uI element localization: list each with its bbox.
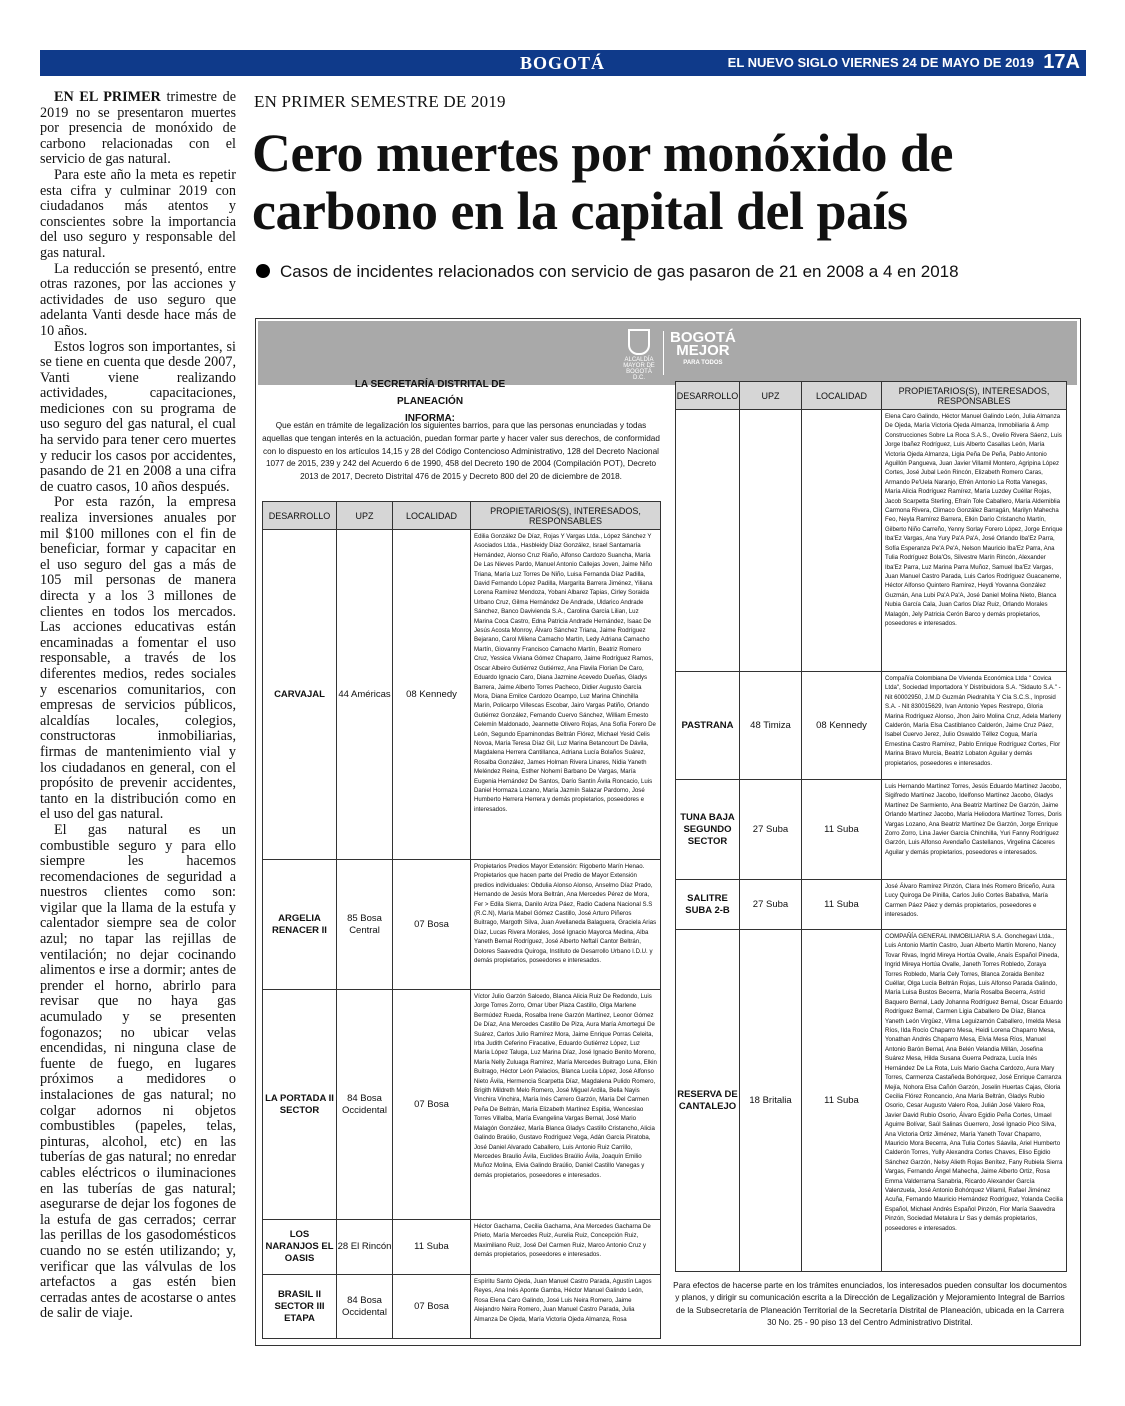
- paragraph: La reducción se presentó, entre otras razones, por las acciones y actividades de uso seguro que adelanta Vanti desde hace más de 10 años.: [40, 260, 236, 339]
- column-header-propietarios: PROPIETARIOS(S), INTERESADOS, RESPONSABLES: [882, 382, 1067, 410]
- table-row: PASTRANA 48 Timiza 08 Kennedy Compañía Colombiana De Vivienda Económica Ltda " Covica Ltda", Sociedad Importadora Y Distribuidora S.A. "Sidauto S.A." - Nit 60002950, J.M.D Guzmán Piedrahíta Y Cía S.C.S., Inprosid S.A. - Nit 830015629, Ivan Antonio Yepes Restrepo, Gloria Marina Rodríguez Alonso, Jhon Jairo Molina Cruz, Adela Marleny Calderón, María Elsa Castiblanco Calderón, Jaime Cruz Páez, Isabel Cuervo Jerez, Julio Oswaldo Téllez Cogua, María Ernestina Castro Ramírez, Pablo Enrique Rodríguez Cortes, Flor Marina Bravo Murcia, Beatriz Lobaton Aguilar y demás propietarios, poseedores e interesados.: [676, 672, 1067, 780]
- table-row: RESERVA DE CANTALEJO 18 Britalia 11 Suba COMPAÑÍA GENERAL INMOBILIARIA S.A. Gonchegavi Ltda., Luis Antonio Martín Castro, Juan Alberto Martín Moreno, Nancy Tovar Rivas, Ingrid Mireya Hortúa Ovalle, Anaís Español Pineda, Ingrid Mireya Hortúa Ovalle, Janeth Torres Robledo, Zoraya Torres Robledo, María Cely Torres, Blanca Zoraida Benítez Cuéllar, Olga Lucía Beltrán Rojas, Luis Alfonso Parada Galindo, María Luisa Bustos Becerra, María Rosalba Becerra, Astrid Baquero Bernal, Lady Johanna Rodríguez Bernal, Oscar Eduardo Rodríguez Bernal, Carmen Ligia Caballero De Díaz, Blanca Yaneth León Virgüez, Vilma Leguizamón Caballero, Imelda Mesa Ríos, Ilda Rocío Chaparro Mesa, Heidi Lorena Chaparro Mesa, Yonathan Andrés Chaparro Mesa, Elvia Mesa Ríos, Manuel Antonio Barón Bernal, Ana Belén Velandia Millán, Josefina Suárez Mesa, Hilda Susana Guerra Pedraza, Lucía Inés Hernández De La Rota, Luis Mario Gacha Cardozo, Aura Mary Torres, Carmenza Castañeda Bohórquez, José Enrique Carranza Mejía, Nohora Elsa Cañón Garzón, Joselin Huertas Cajas, Gloria Cecilia Flórez Roncancio, Ana María Beltrán, Gladys Rubio Osorio, Cesar Augusto Valero Roa, Julián José Valero Roa, Javier David Rubio Osorio, Álvaro Egidio Peña Cortes, Umael Aguirre Bolívar, Saúl Salinas Guerrero, José Ignacio Pico Silva, Ana Victoria Ortiz Jiménez, María Yaneth Tovar Chaparro, Mauricio Mora Becerra, Ana Tulia Cortes Sáavila, Ariel Humberto Calderón Torres, Yully Alexandra Cortes Chaves, Eliso Egidio Sánchez Garzón, Nelsy Alieth Rojas Benítez, Fany Rubiela Sierra Vargas, Fernando Ángel Mahecha, Jaime Alberto Ortiz, Rosa Emma Valderrama Sanabria, Ricardo Alexander García Valenzuela, José Antonio Bohórquez Villamil, Rafael Jiménez Acuña, Fernando Mauricio Hernández Rodríguez, Yolanda Cecilia Español, Michael Andrés Español Pinzón, Flor María Saavedra Pinzón, Sociedad Metalura Lr Sas y demás propietarios, poseedores e interesados.: [676, 930, 1067, 1272]
- column-header-upz: UPZ: [740, 382, 802, 410]
- column-header-desarrollo: DESARROLLO: [263, 502, 337, 530]
- table-row: CARVAJAL 44 Américas 08 Kennedy Edilia González De Díaz, Rojas Y Vargas Ltda., López Sánchez Y Asociados Ltda., Hasbleidy Díaz González, Israel Santamaría Hernández, Alonso Cruz Riaño, Alfonso Cardozo Suancha, María De Las Nieves Pardo, Manuel Antonio Callejas Joven, Jaime Niño Triana, María Luz Torres De Niño, Luisa Fernanda Díaz Padilla, David Fernando López Padilla, Margarita Barrera Jiménez, Yiliana Lorena Ramírez Mendoza, Yobani Albarez Tapias, Cirley Soraida Urbano Cruz, Gilma Hernández De Andrade, Uldarico Andrade Sánchez, Banco Davivienda S.A., Carolina García Lilian, Luz Marina Coca Castro, Edna Patricia Andrade Hernández, Isaac De Jesús Acosta Monroy, Álvaro Sánchez Triana, Jaime Rodríguez Bejarano, Carol Milena Camacho Martín, Ledy Adriana Camacho Martín, Giovanny Francisco Camacho Martín, Beatriz Romero Cruz, Yessica Viviana Gómez Chaparro, Jaime Rodríguez Ramos, Oscar Albeiro Gutiérrez Gutiérrez, Ana Flavila Florian De Caro, Eduardo Ignacio Caro, Diana Jazmine Acevedo Dueñas, Gladys Barrera, Jaime Alberto Torres Pacheco, Didier Augusto García Mora, Diana Emilce Cardozo Ocampo, Luz Marina Chinchilla Marín, Policarpo Villescas Escobar, Jairo Vargas Patiño, Orlando Gutiérrez González, Fernando Cuervo Sánchez, William Ernesto Celemín Maldonado, Jeannette Olivero Rojas, Ana Sofía Forero De León, Segundo Epaminondas Beltrán Flórez, Michael Yesid Celis Novoa, María Teresa Díaz Gil, Luz Marina Betancourt De Dávila, Magdalena Herrera Cantillanca, Adriana Lucía Bolaños Suárez, Rosalba González, James Holman Rivera Linares, Nidia Yaneth Meléndez Reina, Esther Nohemí Barbano De Vargas, María Eugenia Hernández De Santos, Darío Santín Ávila Roncacio, Luis Daniel Hormaza Lozano, María Jazmín Salazar Pardomo, José Humberto Herrera Herrera y demás propietarios, poseedores e interesados.: [263, 530, 661, 860]
- section-label: BOGOTÁ: [520, 53, 606, 73]
- column-header-localidad: LOCALIDAD: [802, 382, 882, 410]
- legalization-table-left: [262, 501, 661, 1339]
- bullet-icon: [256, 264, 270, 278]
- subheadline: Casos de incidentes relacionados con servicio de gas pasaron de 21 en 2008 a 4 en 2018: [256, 262, 959, 282]
- table-row: ARGELIA RENACER II 85 Bosa Central 07 Bosa Propietarios Predios Mayor Extensión: Rigoberto Marín Henao. Propietarios que hacen parte del Predio de Mayor Extensión predios individuales: Obdulia Alonso Alonso, Anselmo Díaz Prado, Hernando de Jesús Mora Beltrán, Ana Mercedes Pérez de Mora, Fer > Edila Sierra, Danilo Ariza Páez, Radio Cadena Nacional S.S (R.C.N), María Mabel Gómez Castillo, José Arturo Piñeros Buitrago, Margoth Silva, Juan Avellaneda Balaguera, Graciela Arias Díaz, Lucas Rivera Morales, José Ignacio Mayorca Medina, Alba Yaneth Bernal Rodríguez, José Alberto Neftalí Cantor Beltrán, Dolores Saavedra Quiroga, Instituto de Desarrollo Urbano I.D.U. y demás propietarios, poseedores e interesados.: [263, 860, 661, 990]
- paragraph: Por esta razón, la empresa realiza inversiones anuales por mil $100 millones con el fin de beneficiar, formar y capacitar en el uso seguro del gas a más de 105 mil personas de manera directa y a los 3 millones de clientes en todos los mercados. Las acciones educativas están encaminadas a fomentar el uso responsable, a través de los diferentes medios, redes sociales y escenarios comunitarios, con empresas de servicios públicos, alcaldías locales, colegios, constructoras inmobiliarias, firmas de mantenimiento vial y los ciudadanos en general, con el propósito de prevenir accidentes, tanto en la distribución como en el uso del gas natural.: [40, 494, 236, 823]
- page-number: 17A: [1043, 51, 1080, 73]
- table-row: BRASIL II SECTOR III ETAPA 84 Bosa Occidental 07 Bosa Espíritu Santo Ojeda, Juan Manuel Castro Parada, Agustín Lagos Reyes, Ana Inés Aponte Gamba, Héctor Manuel Galindo León, Rosa Elena Caro Galindo, José Luis Neira Romero, Jaime Alejandro Neira Romero, Juan Manuel Castro Parada, Julia Almanza De Ojeda, María Victoria Ojeda Almanza, Rosa: [263, 1275, 661, 1339]
- alcaldia-logo: ALCALDÍA MAYOR DE BOGOTÁ D.C.: [621, 329, 657, 379]
- column-header-localidad: LOCALIDAD: [393, 502, 471, 530]
- legalization-table-right: [675, 381, 1067, 1272]
- dateline: EL NUEVO SIGLO VIERNES 24 DE MAYO DE 2019: [727, 55, 1034, 70]
- paragraph: Para este año la meta es repetir esta cifra y culminar 2019 con ciudadanos más atentos y conscientes sobre la importancia del uso seguro y responsable del gas natural.: [40, 166, 236, 261]
- notice-intro: Que están en trámite de legalización los siguientes barrios, para que las personas enunciadas y todas aquellas que tengan interés en la actuación, puedan formar parte y hacer valer sus derechos, de conformidad con lo dispuesto en los artículos 14,15 y 28 del Código Contencioso Administrativo, 128 del Decreto Nacional 1077 de 2015, 239 y 242 del Acuerdo 6 de 1990, 458 del Decreto 190 de 2004 (Compilación POT), Decreto 2013 de 2017, Decreto Distrital 476 de 2015 y Decreto 800 del 20 de diciembre de 2018.: [262, 421, 660, 482]
- paragraph: Estos logros son importantes, si se tiene en cuenta que desde 2007, Vanti viene realizando actividades, capacitaciones, mediciones con su programa de uso seguro del gas natural, el cual ha servido para tener cero muertes y reducir los casos por accidentes, pasando de 21 en 2008 a una cifra de cuatro casos, 10 años después.: [40, 338, 236, 495]
- table-header-row: [676, 382, 1067, 410]
- column-header-propietarios: PROPIETARIOS(S), INTERESADOS, RESPONSABLES: [471, 502, 661, 530]
- headline: Cero muertes por monóxido de carbono en la capital del país: [252, 123, 953, 241]
- table-row: Elena Caro Galindo, Héctor Manuel Galindo León, Julia Almanza De Ojeda, María Victoria Ojeda Almanza, Inmobiliaria & Amp Construcciones Sobre La Roca S.A.S., Ovelio Rivera Sáenz, Luis Jorge Ibañez Rodríguez, Luis Alberto Casallas León, María Victoria Ojeda Almanza, Ligia Peña De Peña, Pablo Antonio Aguillón Pangueva, Juan Javier Villamil Montero, Agripina López Cortes, José Jubal León Rincón, Elizabeth Romero Caras, Armando Pe'Uela Naranjo, Efrén Antonio La Rotta Vanegas, María Alicia Rodríguez Ramírez, María Luzdey Cuéllar Rojas, Jacob Scarpetta Sterling, Efraín Tole Caballero, María Aldemiblia Carmona Rivera, Climaco González Barragán, Marilyn Mahecha Feo, Neyla Ramírez Barrera, Elkin Darío Cristancho Martín, Gilberto Niño Carreño, Yenny Sorlay Forero López, Jorge Enrique Iba'Ez Vargas, Ana Yury Pa'A Pa'A, José Orlando Iba'Ez Parra, Sofía Esperanza Pe'A Pe'A, Nelson Mauricio Iba'Ez Parra, Ana Tulia Rodríguez Bola'Os, Silvestre Marín Rincón, Alexander Iba'Ez Parra, Luz Marina Parra Muñoz, Samuel Iba'Ez Vargas, Juan Manuel Castro Parada, Luis Carlos Rodríguez Guacaneme, Héctor Alfonso Quintero Ramírez, Heydi Yovanna González Guzmán, Ana Lubi Pa'A Pa'A, José Daniel Molina Nieto, Blanca Nubia García Cala, Juan Carlos Díaz Ruiz, Orlando Morales Malagón, Jely Patricia Cerón Barco y demás propietarios, poseedores e interesados.: [676, 410, 1067, 672]
- paragraph: El gas natural es un combustible seguro y para ello siempre les hacemos recomendaciones de seguridad a nuestros clientes como son: vigilar que la llama de la estufa y calentador siempre sea de color azul; no tapar las rejillas de ventilación; no dejar cocinando alimentos e irse a dormir; antes de prender el horno, abrirlo para revisar que no haya gas acumulado y se presenten fogonazos; no ubicar velas encendidas, ni ninguna clase de fuente de fuego, en lugares próximos a medidores o instalaciones de gas natural; no colgar adornos ni objetos combustibles (papeles, telas, pinturas, alcohol, etc) en las tuberías de gas natural; no enredar cables eléctricos o iluminaciones en las tuberías de gas natural; asegurarse de dejar los fogones de la estufa de gas cerrados; cerrar las perillas de los gasodomésticos cuando no se estén utilizando; y, verificar que las válvulas de los artefactos a gas estén bien cerradas antes de acostarse o antes de salir de viaje.: [40, 821, 236, 1322]
- table-row: LA PORTADA II SECTOR 84 Bosa Occidental 07 Bosa Víctor Julio Garzón Salcedo, Blanca Alicia Ruiz De Redondo, Luis Jorge Torres Zorro, Omar Uber Plaza Castillo, Olga Marlene Bermúdez Rueda, Rosalba Irene Garzón Martínez, Leonor Gómez De Díaz, Ana Mercedes Castillo De Piza, Aura María Amortegui De Suárez, Carlos Julio Ramírez Mora, Jaime Enrique Porras Celeita, Irba Judith Ceferino Firacative, Eduardo Gutiérrez López, Luz María López Taluga, Luz Marina Díaz, José Ignacio Benito Moreno, María Nelly Zuluaga Ramírez, María Mercedes Buitrago Luna, Elkin Buitrago, Héctor León Palacios, Blanca Lucila López, José Alfonso Nieto Ávila, Hermencia Scarpetta Díaz, Magdalena Pulido Romero, Brigith Mildreth Melo Romero, José Miguel Ardila, Bella Nayis Vinchira Vinchira, María Inés Carrero Garzón, María Del Carmen Peña De Beltrán, María Elizabeth Martínez Espitia, Wenceslao Torres Villalba, María Evangelina Vargas Bernal, José Mario Malagón González, María Blanca Gladys Castillo Cristancho, Alicia Galindo Braúlio, Gustavo Rodríguez Vega, Adán García Piratoba, José Daniel Alvarado Caballero, Luis Antonio Ruiz Carrillo, Mercedes Braulio Ávila, Euclides Braúlio Ávila, Joaquín Emilio Muñoz Molina, Elvia Galindo Braúlio, Daniel Castillo Vanegas y demás propietarios, poseedores e interesados.: [263, 990, 661, 1220]
- column-header-desarrollo: DESARROLLO: [676, 382, 740, 410]
- lead-in: EN EL PRIMER: [54, 89, 161, 105]
- table-row: TUNA BAJA SEGUNDO SECTOR 27 Suba 11 Suba Luis Hernando Martínez Torres, Jesús Eduardo Martínez Jacobo, Sigifredo Martínez Jacobo, Idelfonso Martínez Jacobo, Gladys Martínez De Sarmiento, Ana Beatriz Martínez De Garzón, Jaime Orlando Martínez Jacobo, María Heliodora Martínez Torres, Doris Vargas Lozano, Ana Beatriz Martínez De Garzón, Jorge Enrique Zorro Zorro, Lina Javier García Chinchilla, Yuri Fanny Rodríguez Garzón, Luis Alfonso Avendaño Castellanos, Virgelina Cáceres Aguilar y demás propietarios, poseedores e interesados.: [676, 780, 1067, 880]
- table-row: SALITRE SUBA 2-B 27 Suba 11 Suba José Álvaro Ramírez Pinzón, Clara Inés Romero Briceño, Aura Lucy Quiroga De Pinilla, Carlos Julio Cortes Babativa, María Carmen Páez Páez y demás propietarios, poseedores e interesados.: [676, 880, 1067, 930]
- page-header: [40, 50, 1086, 76]
- notice-footer: Para efectos de hacerse parte en los trámites enunciados, los interesados pueden consultar los documentos y planos, y dirigir su comunicación escrita a la Dirección de Legalización y Mejoramiento Integral de Barrios de la Subsecretaría de Planeación Territorial de la Secretaría Distrital de Planeación, ubicada en la Carrera 30 No. 25 - 90 piso 13 del Centro Administrativo Distrital.: [673, 1281, 1067, 1328]
- article-body: [40, 90, 236, 1322]
- paragraph: EN EL PRIMER trimestre de 2019 no se presentaron muertes por presencia de monóxido de carbono relacionadas con el servicio de gas natural.: [40, 89, 236, 168]
- column-header-upz: UPZ: [337, 502, 393, 530]
- table-header-row: [263, 502, 661, 530]
- table-row: LOS NARANJOS EL OASIS 28 El Rincón 11 Suba Héctor Gacharna, Cecilia Gacharna, Ana Mercedes Gacharna De Prieto, María Mercedes Ruiz, Aurelia Ruiz, Concepción Ruiz, Maximiliano Ruiz, José Del Carmen Ruiz, Marco Antonio Cruz y demás propietarios, poseedores e interesados.: [263, 1220, 661, 1275]
- divider: [663, 331, 664, 375]
- bogota-mejor-logo: BOGOTÁ MEJOR PARA TODOS: [670, 329, 736, 366]
- shield-icon: [628, 329, 650, 355]
- kicker: EN PRIMER SEMESTRE DE 2019: [254, 92, 506, 111]
- notice-title: LA SECRETARÍA DISTRITAL DE PLANEACIÓN INFORMA:: [354, 379, 506, 424]
